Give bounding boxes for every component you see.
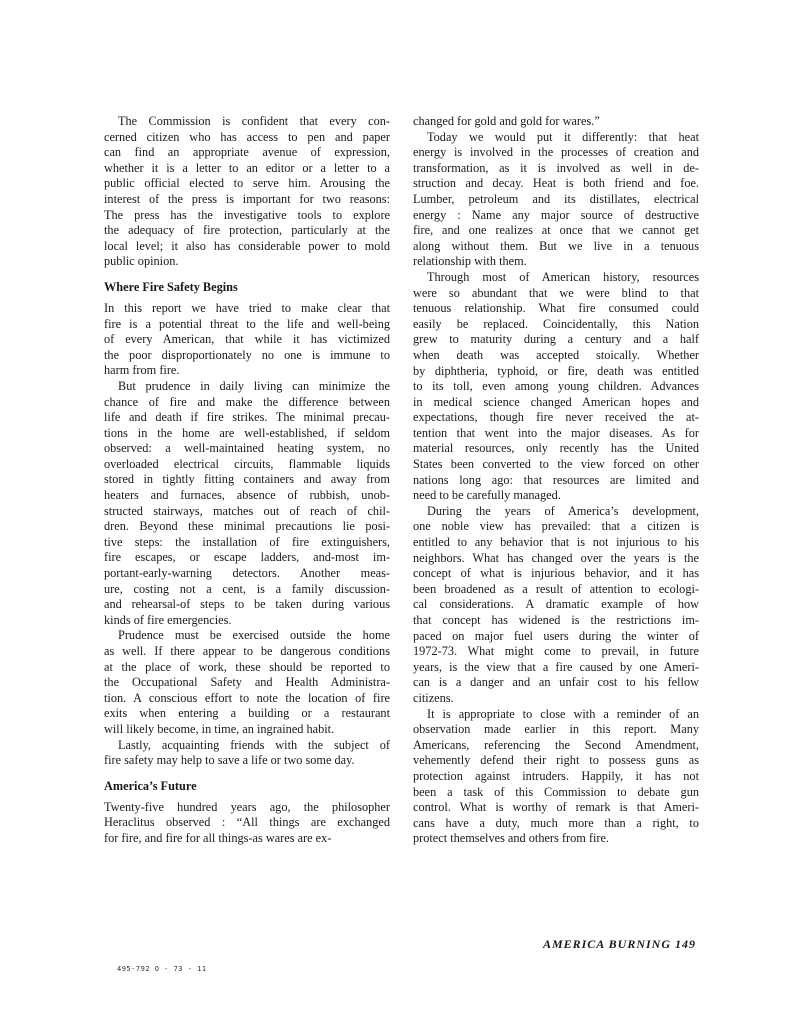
text-line: observation made earlier in this report. Many — [413, 722, 699, 737]
text-line: control. What is worthy of remark is that Ameri- — [413, 800, 699, 815]
text-line: can is a danger and an unfair cost to his fellow — [413, 675, 699, 690]
text-line: The press has the investigative tools to explore — [104, 207, 390, 222]
paragraph — [413, 504, 699, 707]
text-line: In this report we have tried to make clear that — [104, 300, 390, 315]
text-line: interest of the press is important for two reasons: — [104, 191, 390, 206]
print-code: 495-792 O - 73 - 11 — [117, 965, 207, 973]
text-line: ure, costing not a cent, is a family discussion- — [104, 581, 390, 596]
text-line: structed stairways, matches out of reach of chil- — [104, 503, 390, 518]
text-line: easily be replaced. Coincidentally, this Nation — [413, 316, 699, 331]
text-line: paced on major fuel users during the winter of — [413, 628, 699, 643]
text-line: when death was accepted stoically. Whether — [413, 347, 699, 362]
text-line: chance of fire and make the difference between — [104, 394, 390, 409]
text-line: Today we would put it differently: that heat — [427, 129, 699, 144]
text-line: portant-early-warning detectors. Another meas- — [104, 566, 390, 581]
text-line: vehemently defend their right to possess guns as — [413, 753, 699, 768]
text-line: local level; it also has considerable power to mold — [104, 238, 390, 253]
text-line: the adequacy of fire protection, particularly at the — [104, 223, 390, 238]
paragraph — [104, 114, 390, 270]
text-line: at the place of work, these should be reported to — [104, 659, 390, 674]
text-line: whether it is a letter to an editor or a letter to a — [104, 160, 390, 175]
text-line: can find an appropriate avenue of expression, — [104, 145, 390, 160]
text-line: grew to maturity during a century and a half — [413, 332, 699, 347]
paragraph — [104, 301, 390, 379]
text-line: dren. Beyond these minimal precautions lie posi- — [104, 519, 390, 534]
text-line: public official elected to serve him. Arousing the — [104, 176, 390, 191]
text-line: tenuous relationship. What fire consumed could — [413, 301, 699, 316]
paragraph — [104, 800, 390, 847]
text-line: in medical science changed American hopes and — [413, 394, 699, 409]
text-line: Lastly, acquainting friends with the subject of — [118, 737, 390, 752]
text-line: Twenty-five hundred years ago, the philosopher — [104, 799, 390, 814]
section-heading: Where Fire Safety Begins — [104, 279, 238, 294]
text-line: fire safety may help to save a life or two some day. — [104, 753, 355, 768]
text-line: transformation, as it is involved as well in de- — [413, 160, 699, 175]
text-line: entitled to any behavior that is not injurious to his — [413, 535, 699, 550]
text-line: Americans, referencing the Second Amendment, — [413, 737, 699, 752]
text-line: one noble view has prevailed: that a citizen is — [413, 519, 699, 534]
text-line: observed: a well-maintained heating system, no — [104, 441, 390, 456]
text-line: tive steps: the installation of fire extinguishers, — [104, 534, 390, 549]
text-line: citizens. — [413, 690, 454, 705]
text-line: neighbors. What has changed over the years is the — [413, 550, 699, 565]
paragraph — [413, 270, 699, 504]
paragraph — [413, 114, 699, 130]
paragraph — [413, 130, 699, 270]
text-line: public opinion. — [104, 254, 179, 269]
text-line: changed for gold and gold for wares.” — [413, 114, 600, 128]
text-line: need to be carefully managed. — [413, 488, 561, 503]
text-line: tions in the home are well-established, if seldom — [104, 425, 390, 440]
text-line: Through most of American history, resources — [427, 269, 699, 284]
text-line: tion. A conscious effort to note the location of fire — [104, 690, 390, 705]
section-heading: America’s Future — [104, 778, 197, 793]
text-line: material resources, only recently has the United — [413, 441, 699, 456]
text-line: along without them. But we live in a tenuous — [413, 238, 699, 253]
text-line: fire is a potential threat to the life and well-being — [104, 316, 390, 331]
text-line: been broadened as a result of attention to ecologi- — [413, 581, 699, 596]
text-line: It is appropriate to close with a reminder of an — [427, 706, 699, 721]
paragraph — [413, 707, 699, 847]
text-line: fire escapes, or escape ladders, and-most im- — [104, 550, 390, 565]
text-line: that concept has widened is the restrictions im- — [413, 613, 699, 627]
text-line: as well. If there appear to be dangerous conditions — [104, 644, 390, 658]
text-line: energy is involved in the processes of creation and — [413, 145, 699, 160]
text-line: the Occupational Safety and Health Administra- — [104, 675, 390, 690]
text-line: fire, and one realizes at once that we cannot get — [413, 223, 699, 238]
text-line: harm from fire. — [104, 363, 180, 378]
text-line: Lumber, petroleum and its distillates, electrical — [413, 191, 699, 206]
paragraph — [104, 379, 390, 629]
text-line: 1972-73. What might come to prevail, in future — [413, 644, 699, 659]
text-line: But prudence in daily living can minimize the — [118, 378, 390, 393]
text-line: expectations, though fire never received the at- — [413, 410, 699, 425]
text-line: exits when entering a building or a restaurant — [104, 706, 390, 721]
text-line: been a task of this Commission to debate gun — [413, 784, 699, 799]
text-line: nations long ago: that resources are limited and — [413, 472, 699, 487]
text-line: stored in tightly fitting containers and away from — [104, 472, 390, 487]
text-line: During the years of America’s development, — [427, 503, 699, 518]
text-line: protection against intruders. Happily, it has not — [413, 768, 699, 783]
text-line: energy : Name any major source of destructive — [413, 207, 699, 222]
text-line: years, is the view that a fire caused by one Ameri- — [413, 659, 699, 674]
text-line: protect themselves and others from fire. — [413, 831, 609, 846]
text-line: to its toll, even among young children. Advances — [413, 379, 699, 394]
paragraph — [104, 738, 390, 769]
left-column — [104, 114, 390, 847]
text-line: Heraclitus observed : “All things are exchanged — [104, 815, 390, 830]
text-line: Prudence must be exercised outside the home — [118, 628, 390, 643]
running-footer-title: AMERICA BURNING 149 — [542, 937, 696, 951]
text-line: States been converted to the view forced on other — [413, 457, 699, 472]
text-line: by diphtheria, typhoid, or fire, death was entitled — [413, 363, 699, 378]
text-line: for fire, and fire for all things-as wares are ex- — [104, 830, 332, 845]
text-line: the poor disproportionately no one is immune to — [104, 347, 390, 362]
text-line: life and death if fire strikes. The minimal precau- — [104, 410, 390, 425]
text-line: concept of what is injurious behavior, and it has — [413, 566, 699, 581]
text-line: kinds of fire emergencies. — [104, 612, 232, 627]
text-line: cal considerations. A dramatic example of how — [413, 597, 699, 612]
paragraph — [104, 628, 390, 737]
text-line: struction and decay. Heat is both friend and foe. — [413, 176, 699, 191]
text-line: The Commission is confident that every con- — [118, 114, 390, 128]
text-line: relationship with them. — [413, 254, 527, 269]
text-line: tention that went into the major diseases. As for — [413, 425, 699, 440]
text-line: will likely become, in time, an ingrained habit. — [104, 721, 335, 736]
text-line: heaters and furnaces, absence of rubbish, unob- — [104, 488, 390, 503]
right-column — [413, 114, 699, 847]
text-line: and rehearsal-of steps to be taken during various — [104, 597, 390, 612]
text-line: cerned citizen who has access to pen and paper — [104, 129, 390, 144]
text-line: were so abundant that we were blind to that — [413, 285, 699, 300]
text-line: of every American, that while it has victimized — [104, 332, 390, 347]
text-line: overloaded electrical circuits, flammable liquids — [104, 456, 390, 471]
text-line: cans have a duty, much more than a right, to — [413, 815, 699, 830]
